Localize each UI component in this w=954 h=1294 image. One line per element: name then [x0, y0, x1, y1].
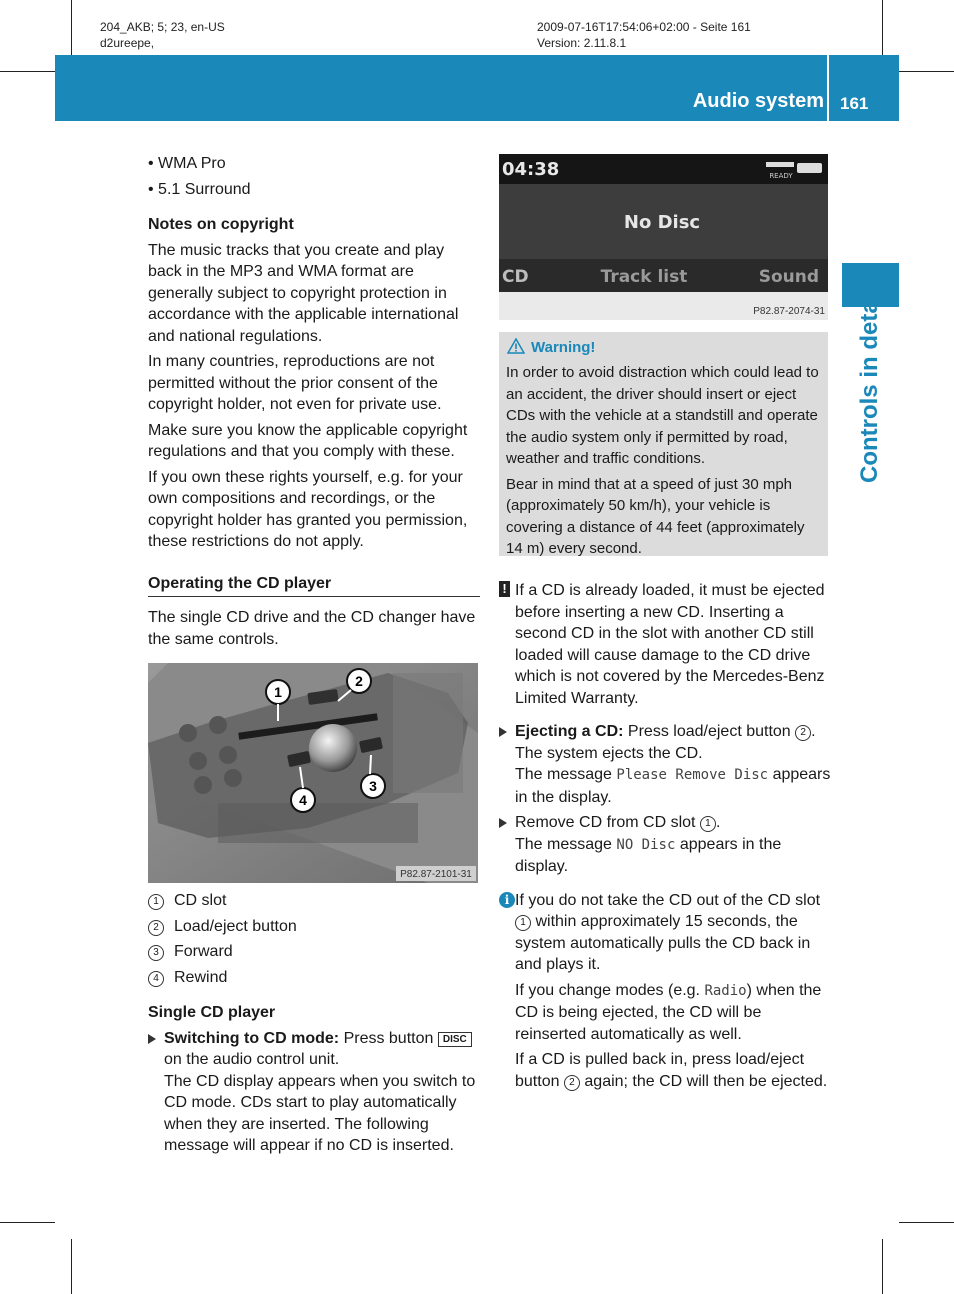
- cd-unit-figure: [148, 663, 478, 883]
- legend-item: 2 Load/eject button: [148, 916, 480, 938]
- paragraph: Make sure you know the applicable copyright regulations and that you comply with these.: [148, 421, 468, 460]
- warning-text-1: In order to avoid distraction which could lead to an accident, the driver should insert or eject CDs with the vehicle at a standstill and operate the audio system only if permitted by road, weather and traffic conditions.: [506, 364, 819, 467]
- step-cd-mode: Switching to CD mode: Press button DISC on the audio control unit. The CD display appears when you switch to CD mode. CDs start to play automatically when they are inserted. The following message will appear if no CD is inserted.: [148, 1028, 480, 1157]
- warning-box: [499, 332, 828, 556]
- section-title: Audio system: [692, 90, 824, 112]
- svg-text:1: 1: [274, 684, 282, 700]
- display-message: No Disc: [623, 212, 701, 233]
- display-text-nodisc: NO Disc: [616, 836, 676, 853]
- side-tab-label: Controls in detail: [856, 286, 883, 484]
- step-remove: Remove CD from CD slot 1 . The message NO Disc appears in the display.: [499, 812, 831, 878]
- callout-2: 2: [795, 725, 811, 741]
- paragraph: The music tracks that you create and play back in the MP3 and WMA format are generally subject to copyright protection in accordance with the applicable international and national regulations.: [148, 241, 459, 345]
- svg-text:4: 4: [299, 792, 307, 808]
- display-time: 04:38: [502, 159, 560, 180]
- left-column-lower: [148, 890, 480, 1161]
- step-eject: Ejecting a CD: Press load/eject button 2 . The system ejects the CD. The message Please Remove Disc appears in the display.: [499, 721, 831, 808]
- crop-mark: [899, 71, 954, 72]
- version: Version: 2.11.8.1: [537, 36, 627, 50]
- display-menu-sound: Sound: [758, 267, 819, 287]
- left-column: [148, 153, 480, 654]
- display-text-remove: Please Remove Disc: [616, 767, 769, 783]
- cd-display-figure: [499, 154, 828, 320]
- cd-intro: The single CD drive and the CD changer have the same controls.: [148, 609, 476, 648]
- crop-mark: [71, 1239, 72, 1294]
- paragraph: In many countries, reproductions are not permitted without the prior consent of the copyright holder, not even for private use.: [148, 353, 442, 413]
- caution-note: ! If a CD is already loaded, it must be ejected before inserting a new CD. Inserting a second CD in the slot with another CD still loaded will cause damage to the CD drive which is not covered by the Mercedes-Benz Limited Warranty.: [499, 580, 831, 709]
- display-menu-tracklist: Track list: [600, 267, 688, 287]
- crop-mark: [0, 71, 55, 72]
- right-column: [499, 580, 831, 1096]
- crop-mark: [882, 1239, 883, 1294]
- svg-text:3: 3: [369, 778, 377, 794]
- callout-1: 1: [700, 816, 716, 832]
- legend-item: 4 Rewind: [148, 967, 480, 989]
- bullet-item: • 5.1 Surround: [148, 180, 251, 198]
- copyright-heading: Notes on copyright: [148, 216, 294, 233]
- print-meta-right: [537, 19, 751, 51]
- legend-item: 1 CD slot: [148, 890, 480, 912]
- info-note: i If you do not take the CD out of the CD slot 1 within approximately 15 seconds, the system automatically pulls the CD back in and plays it. If you change modes (e.g. Radio) when the CD is being ejected, the CD will be reinserted automatically as well. If a CD is pulled back in, press load/eject button 2 again; the CD will then be ejected.: [499, 890, 831, 1093]
- step-result: The CD display appears when you switch to CD mode. CDs start to play automatically when they are inserted. The following message will appear if no CD is inserted.: [164, 1072, 476, 1154]
- display-menu-cd: CD: [502, 267, 529, 287]
- header-divider: [827, 55, 829, 121]
- single-cd-heading: Single CD player: [148, 1004, 276, 1021]
- figure-code: P82.87-2101-31: [400, 869, 472, 880]
- crop-mark: [899, 1222, 954, 1223]
- print-meta-left: [100, 19, 225, 51]
- warning-text-2: Bear in mind that at a speed of just 30 mph (approximately 50 km/h), your vehicle is covering a distance of 44 feet (approximately 14 m) every second.: [506, 475, 805, 557]
- display-status: READY: [769, 172, 793, 180]
- cd-section-heading: Operating the CD player: [148, 573, 480, 598]
- crop-mark: [71, 0, 72, 55]
- legend-item: 3 Forward: [148, 941, 480, 963]
- info-icon: i: [499, 892, 515, 908]
- file-id: 204_AKB; 5; 23, en-US: [100, 20, 225, 34]
- paragraph: If you own these rights yourself, e.g. for your own compositions and recordings, or the copyright holder has granted you permission, these restrictions do not apply.: [148, 468, 468, 550]
- warning-triangle-icon: [507, 338, 525, 354]
- disc-key-icon: DISC: [438, 1032, 472, 1047]
- crop-mark: [0, 1222, 55, 1223]
- page-number: 161: [840, 94, 869, 113]
- display-text-radio: Radio: [704, 982, 747, 999]
- doc-code: d2ureepe,: [100, 36, 155, 50]
- display-figure-code: P82.87-2074-31: [753, 306, 825, 317]
- timestamp: 2009-07-16T17:54:06+02:00 - Seite 161: [537, 20, 751, 34]
- warning-heading: Warning!: [507, 338, 828, 356]
- crop-mark: [882, 0, 883, 55]
- exclamation-icon: !: [499, 581, 510, 597]
- bullet-item: • WMA Pro: [148, 155, 226, 172]
- svg-text:2: 2: [355, 673, 363, 689]
